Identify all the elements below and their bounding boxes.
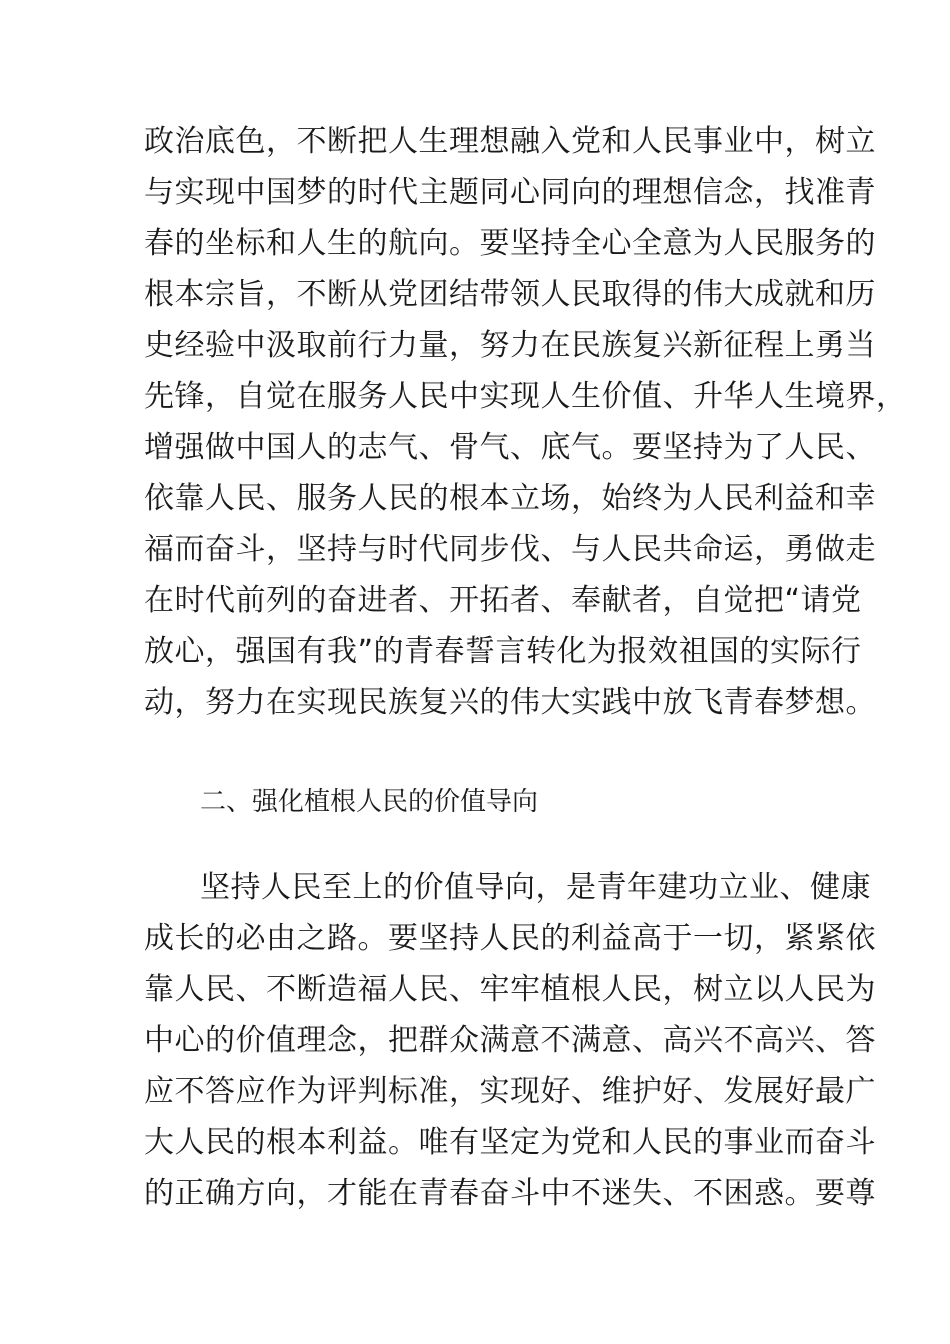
- paragraph-2-line-3: 靠人民、不断造福人民、牢牢植根人民，树立以人民为: [144, 972, 876, 1007]
- paragraph-1-line-4: 根本宗旨，不断从党团结带领人民取得的伟大成就和历: [144, 277, 876, 312]
- paragraph-1-line-6: 先锋，自觉在服务人民中实现人生价值、升华人生境界，: [144, 379, 907, 414]
- paragraph-2-line-1: 坚持人民至上的价值导向，是青年建功立业、健康: [200, 870, 871, 905]
- paragraph-1-line-10: 在时代前列的奋进者、开拓者、奉献者，自觉把“请党: [144, 583, 862, 618]
- paragraph-2-line-2: 成长的必由之路。要坚持人民的利益高于一切，紧紧依: [144, 921, 876, 956]
- paragraph-1-line-1: 政治底色，不断把人生理想融入党和人民事业中，树立: [144, 124, 876, 159]
- paragraph-1-line-3: 春的坐标和人生的航向。要坚持全心全意为人民服务的: [144, 226, 876, 261]
- paragraph-2-line-7: 的正确方向，才能在青春奋斗中不迷失、不困惑。要尊: [144, 1176, 876, 1211]
- section-heading: 二、强化植根人民的价值导向: [200, 787, 539, 817]
- paragraph-2-line-6: 大人民的根本利益。唯有坚定为党和人民的事业而奋斗: [144, 1125, 876, 1160]
- paragraph-1-line-2: 与实现中国梦的时代主题同心同向的理想信念，找准青: [144, 175, 876, 210]
- paragraph-1-line-5: 史经验中汲取前行力量，努力在民族复兴新征程上勇当: [144, 328, 876, 363]
- paragraph-1-line-12: 动，努力在实现民族复兴的伟大实践中放飞青春梦想。: [144, 685, 876, 720]
- paragraph-1-line-11: 放心，强国有我”的青春誓言转化为报效祖国的实际行: [144, 634, 862, 669]
- paragraph-1-line-8: 依靠人民、服务人民的根本立场，始终为人民利益和幸: [144, 481, 876, 516]
- paragraph-2-line-4: 中心的价值理念，把群众满意不满意、高兴不高兴、答: [144, 1023, 876, 1058]
- paragraph-1-line-7: 增强做中国人的志气、骨气、底气。要坚持为了人民、: [144, 430, 876, 465]
- paragraph-2-line-5: 应不答应作为评判标准，实现好、维护好、发展好最广: [144, 1074, 876, 1109]
- paragraph-1-line-9: 福而奋斗，坚持与时代同步伐、与人民共命运，勇做走: [144, 532, 876, 567]
